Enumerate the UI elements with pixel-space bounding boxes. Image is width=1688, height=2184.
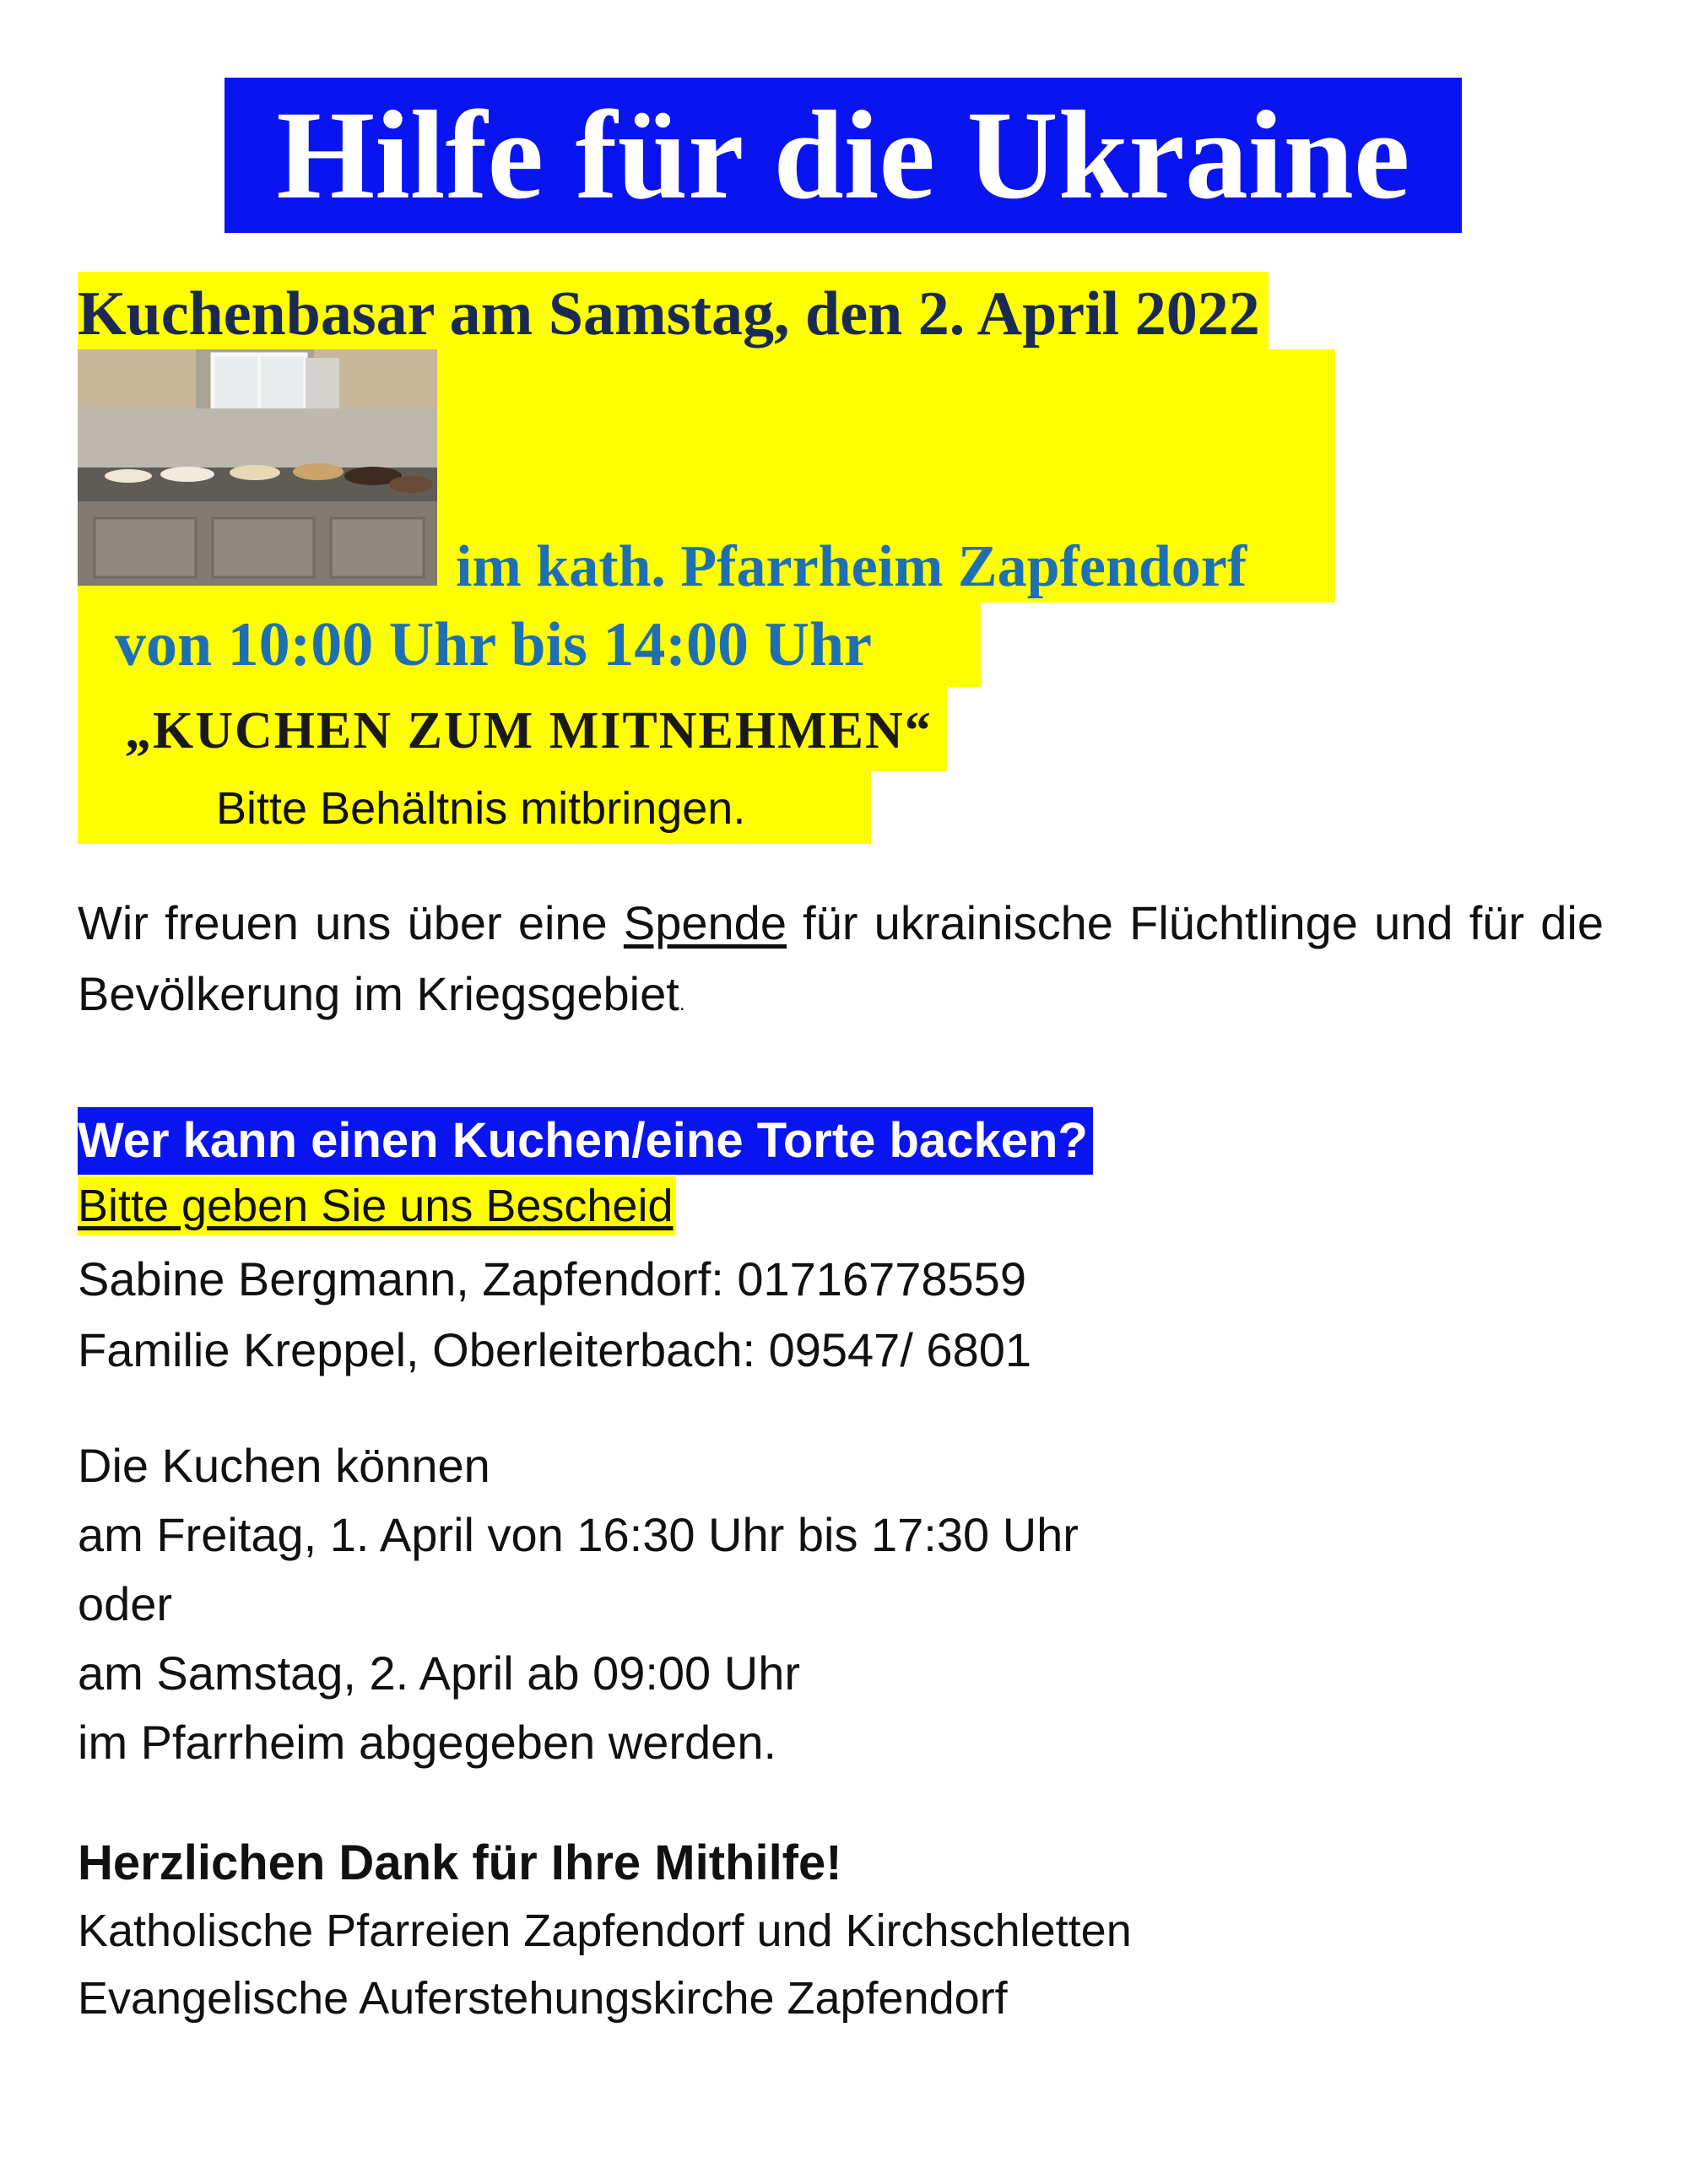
event-subtitle: Kuchenbasar am Samstag, den 2. April 2022 <box>78 272 1269 356</box>
baking-question: Wer kann einen Kuchen/eine Torte backen? <box>78 1107 1093 1175</box>
donation-text-after: für ukrainische Flüchtlinge und für die Bevölkerung im Kriegsgebiet <box>78 896 1604 1020</box>
dropoff-line: am Samstag, 2. April ab 09:00 Uhr <box>78 1646 800 1700</box>
donation-emphasis: Spende <box>623 896 787 949</box>
venue-text: im kath. Pfarrheim Zapfendorf <box>456 534 1247 599</box>
takeaway-slogan: „KUCHEN ZUM MITNEHMEN“ <box>125 702 933 760</box>
donation-paragraph <box>78 888 1604 1040</box>
thanks-heading: Herzlichen Dank für Ihre Mithilfe! <box>78 1835 842 1890</box>
organizer-line: Evangelische Auferstehungskirche Zapfendorf <box>78 1973 1008 2024</box>
event-time: von 10:00 Uhr bis 14:00 Uhr <box>115 610 872 679</box>
dropoff-line: Die Kuchen können <box>78 1439 490 1492</box>
dropoff-line: am Freitag, 1. April von 16:30 Uhr bis 17:30 Uhr <box>78 1508 1079 1561</box>
dropoff-line: oder <box>78 1577 173 1630</box>
organizer-line: Katholische Pfarreien Zapfendorf und Kirchschletten <box>78 1906 1132 1956</box>
container-note: Bitte Behältnis mitbringen. <box>216 783 746 834</box>
notify-request: Bitte geben Sie uns Bescheid <box>78 1176 676 1235</box>
contact-line: Sabine Bergmann, Zapfendorf: 01716778559 <box>78 1252 1026 1306</box>
contact-line: Familie Kreppel, Oberleiterbach: 09547/ 6801 <box>78 1323 1032 1376</box>
kitchen-photo-illustration <box>78 349 437 586</box>
donation-end-dot: . <box>679 992 685 1015</box>
dropoff-line: im Pfarrheim abgegeben werden. <box>78 1716 777 1769</box>
donation-text-before: Wir freuen uns über eine <box>78 896 624 949</box>
cake-buffet-photo <box>78 349 437 586</box>
page-title: Hilfe für die Ukraine <box>225 78 1462 233</box>
